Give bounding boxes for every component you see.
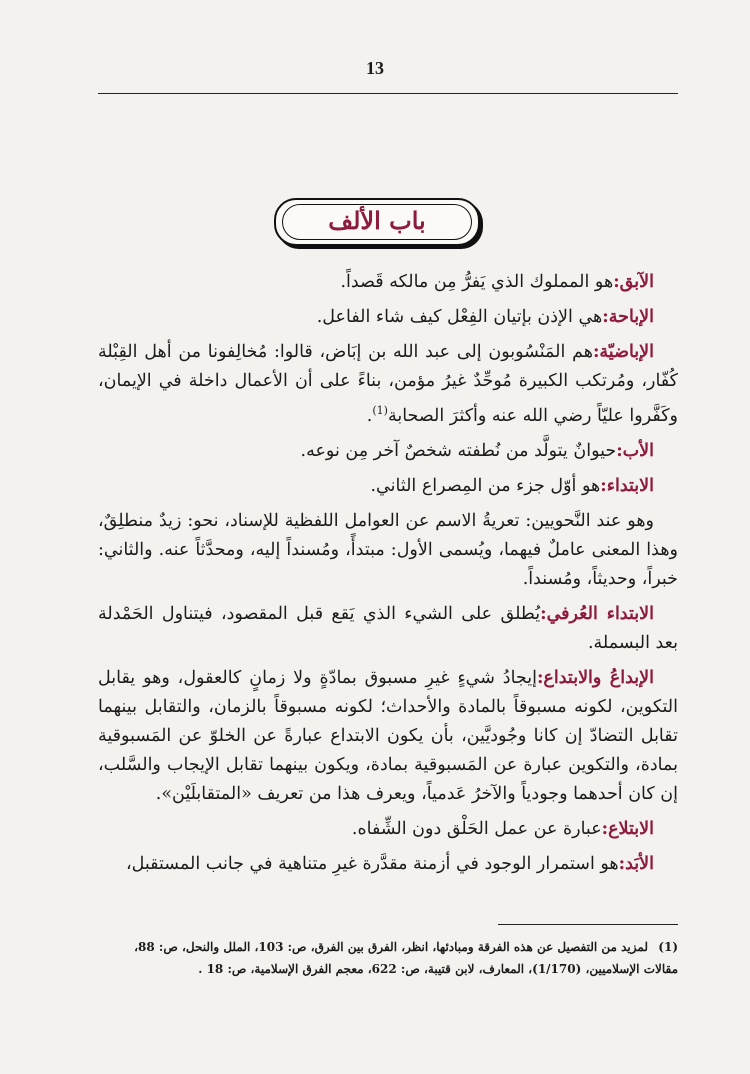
entry-text: هم المَنْسُوبون إلى عبد الله بن إبَاض، قالوا: مُخالِفونا من أهل القِبْلة كُفّار، ومُرتكب الكبيرة مُوحِّدٌ غيرُ مؤمن، بناءً على أن الأعمال داخلة في الإيمان، وكَفَّروا عليّاً رضي الله عنه وأكثرَ الصحابة bbox=[98, 342, 678, 426]
entry-abiq bbox=[98, 268, 678, 297]
entry-term: الإباضيّة: bbox=[592, 342, 654, 362]
entry-term: الأبَد: bbox=[618, 853, 654, 874]
header-rule bbox=[98, 93, 678, 94]
entry-term: الآبق: bbox=[613, 272, 654, 292]
entry-text: عبارة عن عمل الحَلْق دون الشِّفاه. bbox=[351, 818, 602, 839]
footnote bbox=[98, 936, 678, 980]
chapter-title: باب الألف bbox=[328, 206, 426, 235]
entry-ab bbox=[98, 437, 678, 466]
body-text bbox=[98, 268, 678, 885]
entry-text: إيجادُ شيءٍ غيرِ مسبوق بمادّةٍ ولا زمانٍ كالعقول، وهو يقابل التكوين، لكونه مسبوقاً بالمادة والأحداث؛ لكونه مسبوقاً بالزمان، والتقابل بينهما تقابل التضادّ إن كانا وجُوديَّين، بأن يكون الابتداع عبارةً عن الخلوّ عن المَسبوقية بمادة، والتكوين عبارة عن المَسبوقية بمادة، ويكون بينهما تقابل الإيجاب والسَّلب، إن كان أحدهما وجودياً والآخرُ عَدمياً، ويعرف هذا من تعريف «المتقابلَيْن». bbox=[98, 667, 678, 804]
page-number: 13 bbox=[366, 58, 384, 78]
entry-ibtila bbox=[98, 815, 678, 844]
entry-text: هي الإذن بإتيان الفِعْل كيف شاء الفاعل. bbox=[316, 307, 603, 327]
entry-term: الأب: bbox=[616, 440, 654, 461]
footnote-rule bbox=[498, 924, 678, 925]
entry-text: هو أوّل جزء من المِصراع الثاني. bbox=[370, 475, 601, 496]
entry-abad bbox=[98, 850, 678, 879]
entry-text: حيوانٌ يتولَّد من نُطفته شخصٌ آخر مِن نوعه. bbox=[300, 440, 617, 461]
chapter-title-frame bbox=[274, 198, 480, 246]
footnote-text: لمزيد من التفصيل عن هذه الفرقة ومبادئها، انظر، الفرق بين الفرق، ص: 103، الملل والنحل، ص: 88، مقالات الإسلاميين، (1/170)، المعارف، لابن قتيبة، ص: 622، معجم الفرق الإسلامية، ص: 18 . bbox=[134, 940, 678, 976]
entry-term: الإباحة: bbox=[602, 307, 654, 327]
entry-text: هو استمرار الوجود في أزمنة مقدَّرة غيرِ متناهية في جانب المستقبل، bbox=[125, 853, 619, 874]
footnote-number: (1) bbox=[658, 940, 678, 954]
entry-ibaha bbox=[98, 303, 678, 332]
entry-term: الإبداعُ والابتداع: bbox=[536, 667, 654, 688]
entry-text: وهو عند النَّحويين: تعريةُ الاسم عن العوامل اللفظية للإسناد، نحو: زيدٌ منطلِقٌ، وهذا المعنى عاملٌ فيهما، ويُسمى الأول: مبتدأً، ومُسنداً إليه، ومحدَّثاً عنه. والثاني: خبراً، وحديثاً، ومُسنداً. bbox=[98, 510, 678, 589]
entry-ibda bbox=[98, 664, 678, 809]
entry-text-end: . bbox=[366, 405, 373, 426]
entry-term: الابتداء العُرفي: bbox=[540, 603, 654, 624]
entry-term: الابتلاع: bbox=[601, 818, 654, 839]
entry-ibtida-urfi bbox=[98, 600, 678, 658]
entry-text: يُطلق على الشيء الذي يَقع قبل المقصود، فيتناول الحَمْدلة بعد البسملة. bbox=[98, 603, 678, 653]
footnote-reference[interactable]: (1) bbox=[372, 404, 388, 417]
entry-ibtida-grammar bbox=[98, 507, 678, 594]
entry-ibadiyya bbox=[98, 338, 678, 431]
entry-term: الابتداء: bbox=[600, 475, 654, 496]
entry-ibtida bbox=[98, 472, 678, 501]
entry-text: هو المملوك الذي يَفرُّ مِن مالكه قَصداً. bbox=[340, 272, 614, 292]
